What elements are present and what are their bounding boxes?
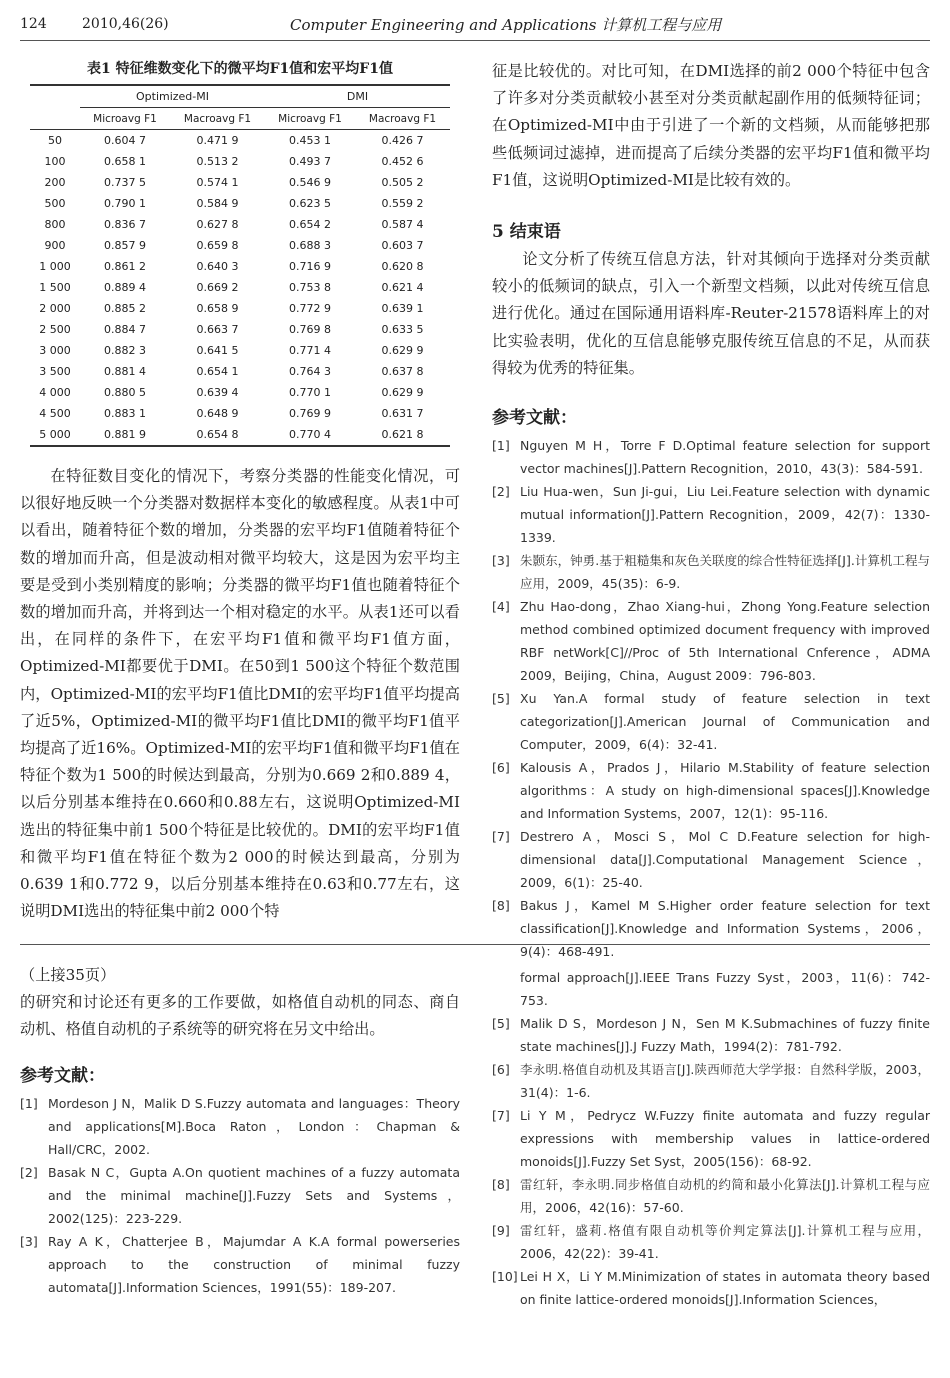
reference-text: 雷红轩，盛莉.格值有限自动机等价判定算法[J].计算机工程与应用，2006，42(22)：39-41. — [520, 1223, 930, 1261]
reference-text: Mordeson J N，Malik D S.Fuzzy automata and languages：Theory and applications[M].Boca Raton，London：Chapman & Hall/CRC，2002. — [48, 1095, 460, 1157]
reference-text: Liu Hua-wen，Sun Ji-gui，Liu Lei.Feature selection with dynamic mutual information[J].Pattern Recognition，2009，42(7)：1330-1339. — [520, 484, 930, 546]
reference-item — [492, 1012, 930, 1058]
value-cell: 0.603 7 — [381, 239, 424, 252]
value-cell: 0.772 9 — [288, 302, 331, 315]
reference-text: Nguyen M H，Torre F D.Optimal feature selection for support vector machines[J].Pattern Recognition，2010，43(3)：584-591. — [520, 438, 930, 477]
reference-number: [8] — [492, 898, 510, 914]
value-cell: 0.631 7 — [381, 407, 424, 420]
table-caption: 表1 特征维数变化下的微平均F1值和宏平均F1值 — [87, 61, 393, 77]
table-body — [30, 130, 450, 447]
section-5-title: 5 结束语 — [492, 222, 561, 243]
value-cell: 0.658 9 — [196, 302, 239, 315]
left-column — [20, 58, 460, 925]
reference-text: Bakus J，Kamel M S.Higher order feature selection for text classification[J].Knowledge and Information Systems，2006，9(4)：468-491. — [520, 898, 930, 960]
reference-number: [10] — [492, 1269, 518, 1284]
value-cell: 0.633 5 — [381, 323, 424, 336]
feature-count-cell: 2 500 — [39, 323, 71, 336]
reference-item — [492, 894, 930, 963]
table-row — [30, 361, 450, 382]
value-cell: 0.861 2 — [104, 260, 146, 273]
value-cell: 0.770 1 — [288, 386, 331, 399]
value-cell: 0.639 4 — [196, 386, 239, 399]
value-cell: 0.769 8 — [288, 323, 331, 336]
reference-text: Li Y M，Pedrycz W.Fuzzy finite automata and fuzzy regular expressions with membership values in lattice-ordered monoids[J].Fuzzy Set Syst，2005(156)：68-92. — [520, 1108, 930, 1169]
right-column — [492, 58, 930, 963]
value-cell: 0.753 8 — [288, 281, 331, 294]
feature-count-cell: 900 — [44, 239, 66, 252]
col-header-micro: Microavg F1 — [80, 108, 170, 130]
value-cell: 0.885 2 — [104, 302, 146, 315]
value-cell: 0.764 3 — [288, 365, 331, 378]
table-row — [30, 235, 450, 256]
section-divider — [20, 944, 930, 945]
value-cell: 0.790 1 — [104, 197, 146, 210]
reference-item — [492, 1104, 930, 1173]
reference-text: Kalousis A，Prados J，Hilario M.Stability of feature selection algorithms：A study on high-dimensional spaces[J].Knowledge and Information Systems，2007，12(1)：95-116. — [520, 760, 930, 822]
reference-item — [492, 1058, 930, 1104]
value-cell: 0.770 4 — [265, 424, 355, 446]
value-cell: 0.627 8 — [196, 218, 239, 231]
references-title: 参考文献： — [492, 408, 577, 429]
value-cell: 0.621 8 — [355, 424, 450, 446]
value-cell: 0.654 2 — [288, 218, 331, 231]
reference-number: [7] — [492, 1108, 510, 1123]
bottom-right-column — [492, 966, 930, 1311]
table-row — [30, 424, 450, 446]
feature-count-cell: 200 — [44, 176, 66, 189]
table-row — [30, 277, 450, 298]
value-cell: 0.881 4 — [104, 365, 146, 378]
value-cell: 0.857 9 — [104, 239, 146, 252]
feature-count-cell: 3 500 — [39, 365, 71, 378]
value-cell: 0.559 2 — [381, 197, 424, 210]
bottom-left-column — [20, 962, 460, 1299]
reference-item — [492, 825, 930, 894]
value-cell: 0.493 7 — [288, 155, 331, 168]
reference-number: [7] — [492, 829, 510, 845]
references-title-2: 参考文献： — [20, 1065, 105, 1086]
reference-text: Xu Yan.A formal study of feature selection in text categorization[J].American Journal of Communication and Computer，2009，6(4)：32-41. — [520, 691, 930, 753]
value-cell: 0.669 2 — [196, 281, 239, 294]
reference-number: [3] — [492, 553, 510, 569]
reference-text: Malik D S，Mordeson J N，Sen M K.Submachines of fuzzy finite state machines[J].J Fuzzy Math，1994(2)：781-792. — [520, 1016, 930, 1054]
feature-count-cell: 5 000 — [30, 424, 80, 446]
reference-item — [492, 549, 930, 595]
journal-title: Computer Engineering and Applications 计算机工程与应用 — [290, 16, 722, 34]
value-cell: 0.426 7 — [381, 134, 424, 147]
reference-item — [492, 595, 930, 687]
value-cell: 0.769 9 — [288, 407, 331, 420]
value-cell: 0.629 9 — [381, 386, 424, 399]
value-cell: 0.604 7 — [104, 134, 146, 147]
reference-number: [6] — [492, 1062, 510, 1077]
page-number: 124 — [20, 16, 47, 32]
value-cell: 0.505 2 — [381, 176, 424, 189]
value-cell: 0.658 1 — [104, 155, 146, 168]
reference-item — [492, 434, 930, 480]
reference-number: [3] — [20, 1233, 38, 1249]
value-cell: 0.623 5 — [288, 197, 331, 210]
analysis-paragraph: 在特征数目变化的情况下，考察分类器的性能变化情况，可以很好地反映一个分类器对数据样本变化的敏感程度。从表1中可以看出，随着特征个数的增加，分类器的宏平均F1值随着特征个数的增加而升高，但是波动相对微平均较大，这是因为宏平均主要是受到小类别精度的影响；分类器的微平均F1值也随着特征个数的增加而升高，并将到达一个相对稳定的水平。从表1还可以看出，在同样的条件下，在宏平均F1值和微平均F1值方面，Optimized-MI都要优于DMI。在50到1 500这个特征个数范围内，Optimized-MI的宏平均F1值比DMI的宏平均F1值平均提高了近5%，Optimized-MI的微平均F1值比DMI的微平均F1值平均提高了近16%。Optimized-MI的宏平均F1值和微平均F1值在特征个数为1 500的时候达到最高，分别为0.669 2和0.889 4，以后分别基本维持在0.660和0.88左右，这说明Optimized-MI选出的特征集中前1 500个特征是比较优的。DMI的宏平均F1值和微平均F1值在特征个数为2 000的时候达到最高，分别为0.639 1和0.772 9，以后分别基本维持在0.63和0.77左右，这说明DMI选出的特征集中前2 000个特 — [20, 467, 460, 921]
reference-number: [8] — [492, 1177, 510, 1192]
reference-number: [1] — [20, 1095, 38, 1111]
value-cell: 0.621 4 — [381, 281, 424, 294]
reference-item — [20, 1161, 460, 1230]
reference-number: [9] — [492, 1223, 510, 1238]
reference-number: [2] — [492, 484, 510, 500]
value-cell: 0.884 7 — [104, 323, 146, 336]
value-cell: 0.880 5 — [104, 386, 146, 399]
value-cell: 0.629 9 — [381, 344, 424, 357]
value-cell: 0.883 1 — [104, 407, 146, 420]
value-cell: 0.471 9 — [196, 134, 239, 147]
page-header — [20, 10, 930, 41]
reference-number: [5] — [492, 1016, 510, 1031]
continuation-label: （上接35页） — [20, 966, 116, 984]
reference-text: 李永明.格值自动机及其语言[J].陕西师范大学学报：自然科学版，2003，31(4)：1-6. — [520, 1062, 930, 1100]
reference-text: Zhu Hao-dong，Zhao Xiang-hui，Zhong Yong.Feature selection method combined optimized document frequency with improved RBF netWork[C]//Proc of 5th International Cnference，ADMA 2009，Beijing，China，August 2009：796-803. — [520, 599, 930, 684]
feature-count-cell: 100 — [44, 155, 66, 168]
table-row — [30, 319, 450, 340]
reference-item — [492, 756, 930, 825]
feature-count-cell: 50 — [48, 134, 62, 147]
value-cell: 0.716 9 — [288, 260, 331, 273]
feature-count-cell: 3 000 — [39, 344, 71, 357]
value-cell: 0.663 7 — [196, 323, 239, 336]
table-row — [30, 172, 450, 193]
col-header-macro: Macroavg F1 — [170, 108, 265, 130]
volume-issue: 2010,46(26) — [82, 16, 169, 32]
value-cell: 0.659 8 — [196, 239, 239, 252]
reference-item — [492, 1265, 930, 1311]
value-cell: 0.889 4 — [104, 281, 146, 294]
reference-number: [4] — [492, 599, 510, 615]
reference-number: [1] — [492, 438, 510, 454]
reference-item — [492, 687, 930, 756]
value-cell: 0.836 7 — [104, 218, 146, 231]
reference-item: formal approach[J].IEEE Trans Fuzzy Syst，2003，11(6)：742-753. — [520, 970, 930, 1008]
feature-count-cell: 4 000 — [39, 386, 71, 399]
value-cell: 0.452 6 — [381, 155, 424, 168]
table-row — [30, 151, 450, 172]
feature-count-cell: 4 500 — [39, 407, 71, 420]
value-cell: 0.513 2 — [196, 155, 239, 168]
value-cell: 0.574 1 — [196, 176, 239, 189]
value-cell: 0.453 1 — [288, 134, 331, 147]
value-cell: 0.641 5 — [196, 344, 239, 357]
value-cell: 0.584 9 — [196, 197, 239, 210]
value-cell: 0.771 4 — [288, 344, 331, 357]
reference-text: Lei H X，Li Y M.Minimization of states in automata theory based on finite lattice-ordered monoids[J].Information Sciences， — [520, 1269, 930, 1307]
value-cell: 0.640 3 — [196, 260, 239, 273]
feature-count-cell: 1 000 — [39, 260, 71, 273]
value-cell: 0.546 9 — [288, 176, 331, 189]
value-cell: 0.654 1 — [196, 365, 239, 378]
conclusion-paragraph: 论文分析了传统互信息方法，针对其倾向于选择对分类贡献较小的低频词的缺点，引入一个新型文档频，以此对传统互信息进行优化。通过在国际通用语料库-Reuter-21578语料库上的对比实验表明，优化的互信息能够克服传统互信息的不足，从而获得较为优秀的特征集。 — [492, 250, 930, 377]
feature-count-cell: 800 — [44, 218, 66, 231]
continuation-text: 的研究和讨论还有更多的工作要做，如格值自动机的同态、商自动机、格值自动机的子系统等的研究将在另文中给出。 — [20, 993, 460, 1039]
value-cell: 0.648 9 — [196, 407, 239, 420]
table-row — [30, 382, 450, 403]
reference-item — [20, 1230, 460, 1299]
references-list — [492, 434, 930, 963]
value-cell: 0.654 8 — [170, 424, 265, 446]
value-cell: 0.882 3 — [104, 344, 146, 357]
reference-item — [492, 1219, 930, 1265]
group-header-optimized-mi: Optimized-MI — [80, 85, 265, 108]
table-row — [30, 130, 450, 152]
table-row — [30, 193, 450, 214]
reference-item — [492, 480, 930, 549]
feature-count-cell: 2 000 — [39, 302, 71, 315]
table-row — [30, 256, 450, 277]
col-header-macro: Macroavg F1 — [355, 108, 450, 130]
reference-text: Destrero A，Mosci S，Mol C D.Feature selection for high-dimensional data[J].Computational Management Science，2009，6(1)：25-40. — [520, 829, 930, 891]
value-cell: 0.587 4 — [381, 218, 424, 231]
feature-count-cell: 500 — [44, 197, 66, 210]
results-table — [30, 84, 450, 447]
table-row — [30, 298, 450, 319]
reference-number: [5] — [492, 691, 510, 707]
reference-text: 朱颢东，钟勇.基于粗糙集和灰色关联度的综合性特征选择[J].计算机工程与应用，2009，45(35)：6-9. — [520, 553, 930, 592]
col-header-micro: Microavg F1 — [265, 108, 355, 130]
references-list-2 — [20, 1092, 460, 1299]
reference-item — [492, 1173, 930, 1219]
value-cell: 0.688 3 — [288, 239, 331, 252]
reference-text: Basak N C，Gupta A.On quotient machines of a fuzzy automata and the minimal machine[J].Fuzzy Sets and Systems，2002(125)：223-229. — [48, 1164, 460, 1226]
group-header-dmi: DMI — [265, 85, 450, 108]
table-row — [30, 403, 450, 424]
value-cell: 0.637 8 — [381, 365, 424, 378]
value-cell: 0.639 1 — [381, 302, 424, 315]
reference-text: 雷红轩，李永明.同步格值自动机的约简和最小化算法[J].计算机工程与应用，2006，42(16)：57-60. — [520, 1177, 930, 1215]
reference-text: Ray A K，Chatterjee B，Majumdar A K.A formal powerseries approach to the construction of minimal fuzzy automata[J].Information Sciences，1991(55)：189-207. — [48, 1233, 460, 1295]
references-list-3 — [492, 966, 930, 1311]
table-row — [30, 214, 450, 235]
reference-number: [2] — [20, 1164, 38, 1180]
value-cell: 0.620 8 — [381, 260, 424, 273]
table-row — [30, 340, 450, 361]
feature-count-cell: 1 500 — [39, 281, 71, 294]
reference-number: [6] — [492, 760, 510, 776]
reference-item — [20, 1092, 460, 1161]
value-cell: 0.737 5 — [104, 176, 146, 189]
continued-paragraph: 征是比较优的。对比可知，在DMI选择的前2 000个特征中包含了许多对分类贡献较小甚至对分类贡献起副作用的低频特征词；在Optimized-MI中由于引进了一个新的文档频，从而能够把那些低频词过滤掉，进而提高了后续分类器的宏平均F1值和微平均F1值，这说明Optimized-MI是比较有效的。 — [492, 62, 930, 189]
value-cell: 0.881 9 — [80, 424, 170, 446]
